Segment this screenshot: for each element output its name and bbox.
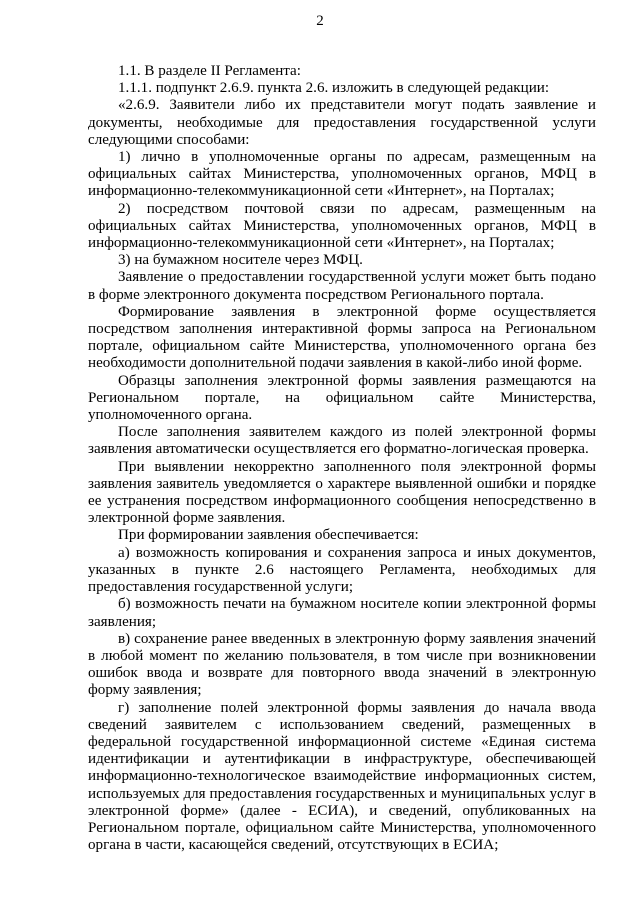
paragraph: После заполнения заявителем каждого из полей электронной формы заявления автоматически осуществляется его форматно-логическая проверка. — [88, 424, 596, 458]
paragraph: Заявление о предоставлении государственной услуги может быть подано в форме электронного документа посредством Регионального портала. — [88, 269, 596, 303]
list-item: в) сохранение ранее введенных в электронную форму заявления значений в любой момент по желанию пользователя, в том числе при возникновении ошибок ввода и возврате для повторного ввода значений в электронную форму заявления; — [88, 630, 596, 699]
list-item: б) возможность печати на бумажном носителе копии электронной формы заявления; — [88, 596, 596, 630]
list-item: г) заполнение полей электронной формы заявления до начала ввода сведений заявителем с использованием сведений, размещенных в федеральной государственной информационной системе «Единая система идентификации и аутентификации в инфраструктуре, обеспечивающей информационно-технологическое взаимодействие информационных систем, используемых для предоставления государственных и муниципальных услуг в электронной форме» (далее - ЕСИА), и сведений, опубликованных на Региональном портале, официальном сайте Министерства, уполномоченного органа в части, касающейся сведений, отсутствующих в ЕСИА; — [88, 699, 596, 854]
paragraph-subsection: 1.1.1. подпункт 2.6.9. пункта 2.6. изложить в следующей редакции: — [118, 80, 550, 97]
list-item: 1) лично в уполномоченные органы по адресам, размещенным на официальных сайтах Министерства, уполномоченных органов, МФЦ в информационно-телекоммуникационной сети «Интернет», на Порталах; — [88, 149, 596, 200]
page-number: 2 — [316, 13, 324, 29]
paragraph-section-heading: 1.1. В разделе II Регламента: — [118, 63, 301, 79]
list-item: а) возможность копирования и сохранения запроса и иных документов, указанных в пункте 2.6 настоящего Регламента, необходимых для предоставления государственной услуги; — [88, 544, 596, 596]
paragraph: Формирование заявления в электронной форме осуществляется посредством заполнения интерактивной формы запроса на Региональном портале, официальном сайте Министерства, уполномоченного органа без необходимости дополнительной подачи заявления в какой-либо иной форме. — [88, 303, 596, 372]
paragraph: При формировании заявления обеспечивается: — [118, 527, 419, 544]
document-body — [88, 63, 596, 854]
paragraph: При выявлении некорректно заполненного поля электронной формы заявления заявитель уведомляется о характере выявленной ошибки и порядке ее устранения посредством информационного сообщения непосредственно в электронной форме заявления. — [88, 458, 596, 527]
paragraph: Образцы заполнения электронной формы заявления размещаются на Региональном портале, на официальном сайте Министерства, уполномоченного органа. — [88, 372, 596, 424]
list-item: 3) на бумажном носителе через МФЦ. — [118, 252, 363, 269]
list-item: 2) посредством почтовой связи по адресам, размещенным на официальных сайтах Министерства, уполномоченных органов, МФЦ в информационно-телекоммуникационной сети «Интернет», на Порталах; — [88, 200, 596, 252]
paragraph: «2.6.9. Заявители либо их представители могут подать заявление и документы, необходимые для предоставления государственной услуги следующими способами: — [88, 97, 596, 148]
